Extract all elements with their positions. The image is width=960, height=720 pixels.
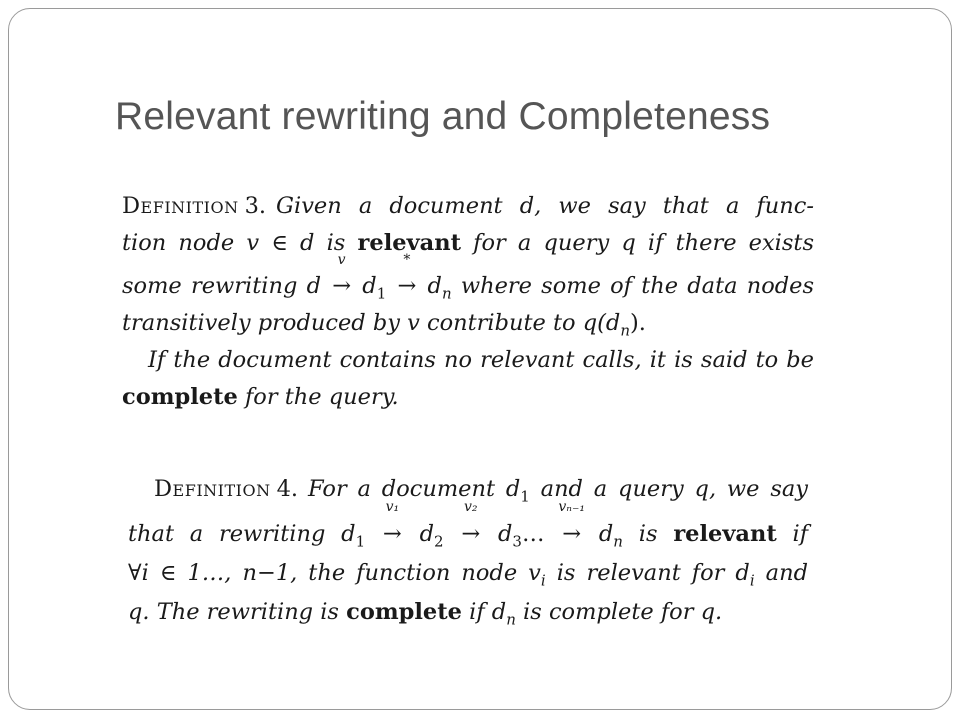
definition-4-heading: Definition <box>154 476 271 502</box>
definition-4-line-3 <box>128 554 808 593</box>
rewrite-arrow: v → <box>332 252 352 299</box>
definition-3 <box>122 188 814 416</box>
definition-3-line-6 <box>122 379 814 416</box>
subscript: n <box>506 610 516 629</box>
definition-3-text: some rewriting d <box>122 273 321 299</box>
definition-4-text: is <box>638 521 658 547</box>
arrow-label: vₙ₋₁ <box>558 499 585 515</box>
definition-3-text: d <box>427 273 442 299</box>
definition-4-text: q. The rewriting is <box>128 599 339 625</box>
slide-title: Relevant rewriting and Completeness <box>115 95 771 138</box>
subscript: 1 <box>355 532 366 551</box>
definition-4-text: For a document d <box>308 476 521 502</box>
definition-4-text: is complete for q. <box>523 599 723 625</box>
rewrite-arrow: v₁ → <box>382 499 402 547</box>
definition-4-text: and a query q, we say <box>540 476 809 502</box>
definition-3-text: ). <box>630 310 646 336</box>
definition-3-term-complete: complete <box>122 384 238 410</box>
ellipsis: … <box>521 521 545 547</box>
definition-3-line-2 <box>122 225 814 262</box>
definition-4-text: and <box>765 560 808 586</box>
definition-4-text: if <box>792 521 809 547</box>
rewrite-arrow: vₙ₋₁ → <box>558 499 585 547</box>
definition-3-line-3 <box>122 252 815 305</box>
definition-4-text: ∀i ∈ 1…, n−1, the function node v <box>128 560 541 586</box>
definition-4-text: is relevant for d <box>556 560 750 586</box>
definition-4-text: d <box>598 521 614 547</box>
definition-3-line-1 <box>122 188 814 225</box>
arrow-label: v₂ <box>463 499 478 515</box>
definition-3-text: Given a document d, we say that a func- <box>276 193 814 219</box>
definition-3-text: for a query q if there exists <box>473 230 815 256</box>
definition-3-text: d <box>362 273 377 299</box>
subscript: 1 <box>520 487 530 506</box>
definition-3-number: 3. <box>244 193 267 219</box>
subscript: i <box>749 571 755 590</box>
subscript: 3 <box>512 532 522 551</box>
arrow-label: v₁ <box>385 499 400 515</box>
definition-4-term-complete: complete <box>346 599 462 625</box>
subscript: i <box>540 571 546 590</box>
subscript: n <box>441 284 452 303</box>
definition-4-text: if d <box>469 599 507 625</box>
definition-4-text: d <box>497 521 513 547</box>
definition-3-line-5 <box>122 342 814 379</box>
definition-3-text: tion node v ∈ d is <box>122 230 346 256</box>
definition-3-text: transitively produced by v contribute to q(d <box>122 310 621 336</box>
subscript: n <box>613 532 623 551</box>
definition-4-number: 4. <box>276 476 299 502</box>
definition-4-text: that a rewriting d <box>128 521 356 547</box>
arrow-label: * <box>403 252 411 268</box>
definition-3-term-relevant: relevant <box>357 230 461 256</box>
definition-3-heading: Definition <box>122 193 239 219</box>
subscript: n <box>620 321 631 340</box>
rewrite-star-arrow: * → <box>397 252 417 299</box>
definition-4-line-4 <box>128 593 808 632</box>
definition-3-text: for the query. <box>244 384 399 410</box>
rewrite-arrow: v₂ → <box>461 499 481 547</box>
definition-4 <box>128 470 808 632</box>
subscript: 2 <box>433 532 444 551</box>
definition-3-text: where some of the data nodes <box>460 273 815 299</box>
subscript: 1 <box>376 284 387 303</box>
definition-4-term-relevant: relevant <box>673 521 777 547</box>
definition-4-text: d <box>419 521 434 547</box>
definition-4-line-2 <box>128 499 809 554</box>
definition-3-text: If the document contains no relevant calls, it is said to be <box>148 347 814 373</box>
definition-3-line-4 <box>122 305 814 342</box>
arrow-label: v <box>337 252 346 268</box>
